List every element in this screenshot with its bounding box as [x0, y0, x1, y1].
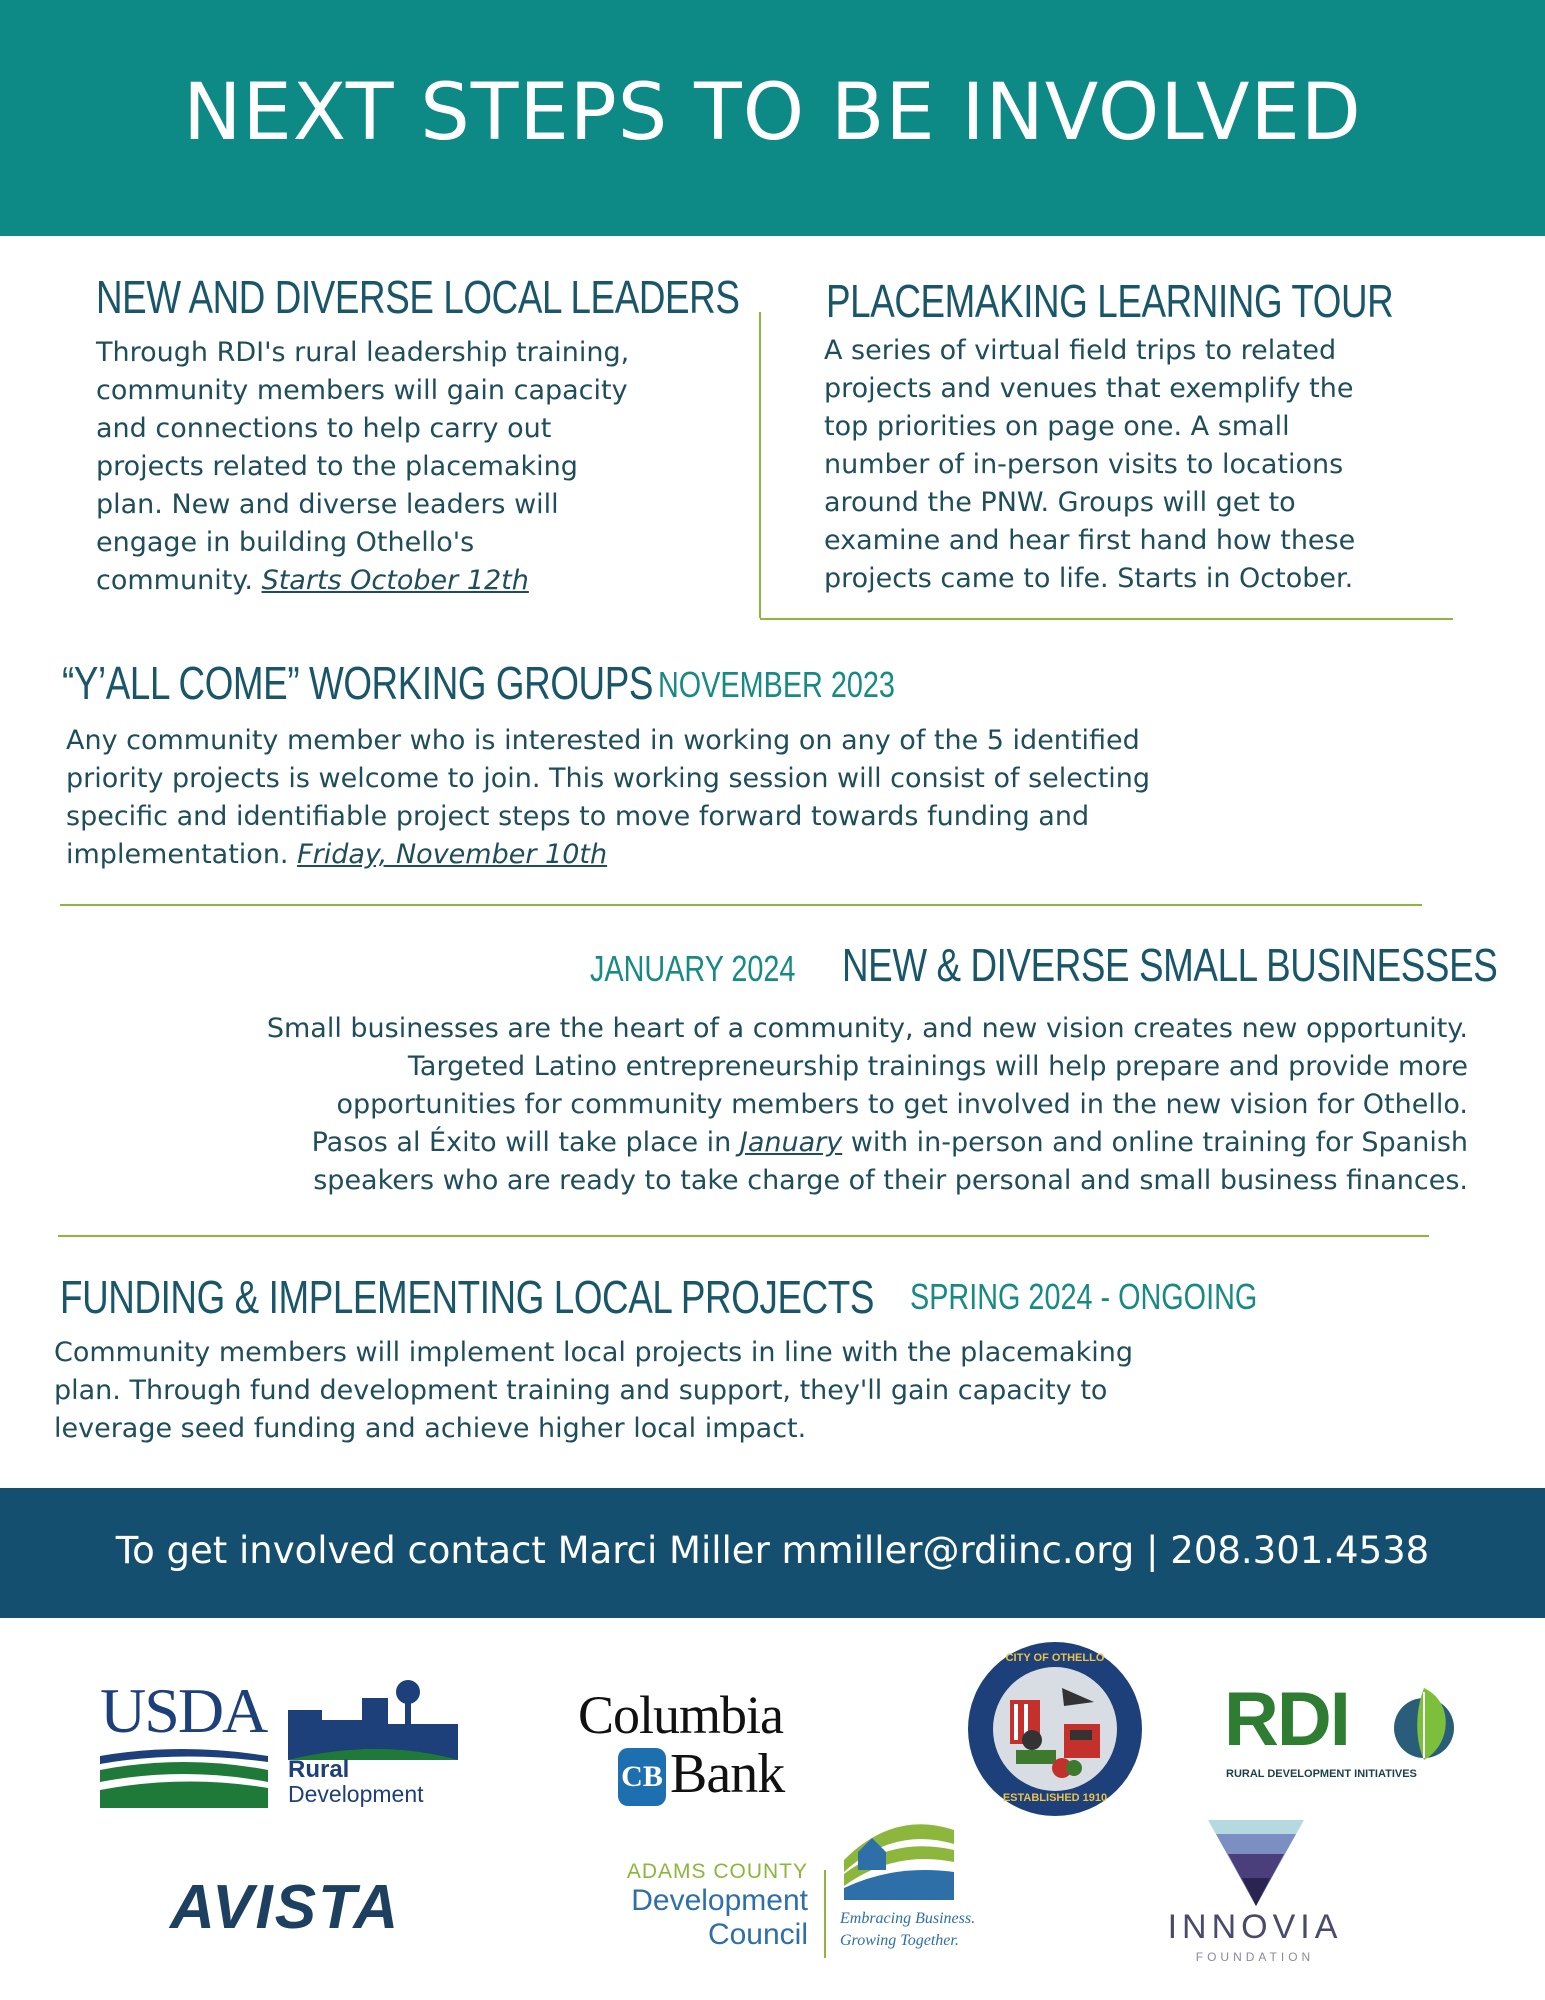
contact-text: To get involved contact Marci Miller mmiller@rdiinc.org | 208.301.4538	[115, 1529, 1430, 1572]
innovia-triangle-icon	[1208, 1820, 1304, 1906]
avista-wordmark: AVISTA	[170, 1873, 401, 1942]
adams-county-logo	[608, 1800, 1008, 1986]
rural-skyline-icon	[288, 1680, 458, 1760]
column-divider	[759, 312, 761, 618]
body-line: opportunities for community members to get involved in the new vision for Othello.	[336, 1089, 1468, 1120]
divider	[60, 904, 1422, 906]
section-date-funding: SPRING 2024 - ONGOING	[910, 1276, 1258, 1317]
section-body-tour	[824, 332, 1464, 598]
columbia-wordmark: Columbia	[578, 1685, 783, 1745]
section-date-businesses: JANUARY 2024	[590, 948, 796, 989]
adams-county-text: ADAMS COUNTY	[626, 1860, 808, 1883]
cb-monogram-icon: CB	[618, 1748, 666, 1806]
body-line	[96, 562, 736, 600]
body-line: plan. Through fund development training and support, they'll gain capacity to	[54, 1375, 1108, 1406]
rdi-tagline: RURAL DEVELOPMENT INITIATIVES	[1226, 1768, 1417, 1780]
tagline-line1: Embracing Business.	[840, 1910, 976, 1927]
innovia-foundation-text: FOUNDATION	[1195, 1950, 1315, 1964]
fields-icon	[844, 1800, 954, 1900]
usda-development-text: Development	[288, 1781, 424, 1807]
leaf-icon	[1392, 1682, 1456, 1766]
body-line: top priorities on page one. A small	[824, 411, 1290, 442]
rdi-wordmark: RDI	[1224, 1677, 1349, 1762]
columbia-bank-logo	[578, 1684, 818, 1814]
seal-bottom-text: ESTABLISHED 1910	[1002, 1792, 1108, 1804]
divider	[58, 1235, 1429, 1237]
body-line: number of in-person visits to locations	[824, 449, 1344, 480]
body-line: priority projects is welcome to join. This working session will consist of selecting	[66, 763, 1151, 794]
section-body-funding	[54, 1334, 1394, 1448]
development-text: Development	[631, 1884, 808, 1917]
body-line: Through RDI's rural leadership training,	[96, 337, 630, 368]
bank-wordmark: Bank	[670, 1743, 785, 1805]
seal-top-text: CITY OF OTHELLO	[1005, 1652, 1105, 1664]
section-title-funding: FUNDING & IMPLEMENTING LOCAL PROJECTS	[60, 1271, 874, 1323]
divider	[760, 618, 1453, 620]
section-title-leaders: NEW AND DIVERSE LOCAL LEADERS	[96, 271, 740, 323]
body-line: Community members will implement local projects in line with the placemaking	[54, 1337, 1133, 1368]
section-date-working-groups: NOVEMBER 2023	[658, 664, 895, 705]
body-line: speakers who are ready to take charge of their personal and small business finances.	[313, 1165, 1468, 1196]
body-line: Any community member who is interested in working on any of the 5 identified	[66, 725, 1140, 756]
body-line: leverage seed funding and achieve higher local impact.	[54, 1413, 807, 1444]
section-title-businesses: NEW & DIVERSE SMALL BUSINESSES	[842, 939, 1498, 991]
body-line: projects came to life. Starts in October.	[824, 563, 1354, 594]
body-text: community.	[96, 565, 262, 596]
body-line: projects and venues that exemplify the	[824, 373, 1354, 404]
body-text: Pasos al Éxito will take place in	[311, 1127, 740, 1158]
body-line: projects related to the placemaking	[96, 451, 578, 482]
body-line: examine and hear first hand how these	[824, 525, 1356, 556]
usda-wordmark: USDA	[100, 1675, 267, 1746]
avista-logo	[170, 1872, 500, 1942]
section-body-leaders	[96, 334, 736, 600]
body-line: community members will gain capacity	[96, 375, 628, 406]
january-link: January	[739, 1127, 843, 1158]
body-line: engage in building Othello's	[96, 527, 475, 558]
body-line	[60, 1124, 1468, 1162]
usda-logo	[100, 1675, 460, 1810]
start-date-link: Starts October 12th	[261, 565, 529, 596]
body-line: Targeted Latino entrepreneurship trainings will help prepare and provide more	[407, 1051, 1468, 1082]
innovia-wordmark: INNOVIA	[1167, 1908, 1343, 1946]
body-line: A series of virtual field trips to related	[824, 335, 1337, 366]
section-title-working-groups: “Y’ALL COME” WORKING GROUPS	[62, 657, 654, 709]
section-body-working-groups	[66, 722, 1406, 874]
body-line: around the PNW. Groups will get to	[824, 487, 1296, 518]
usda-stripes-icon	[100, 1748, 268, 1808]
body-text: implementation.	[66, 839, 298, 870]
body-line: plan. New and diverse leaders will	[96, 489, 559, 520]
city-of-othello-seal	[966, 1640, 1144, 1818]
body-text: with in-person and online training for Spanish	[842, 1127, 1468, 1158]
council-text: Council	[707, 1918, 808, 1951]
body-line: and connections to help carry out	[96, 413, 552, 444]
section-title-tour: PLACEMAKING LEARNING TOUR	[826, 275, 1394, 327]
body-line: Small businesses are the heart of a community, and new vision creates new opportunity.	[266, 1013, 1468, 1044]
logo-divider	[824, 1870, 826, 1958]
page-title: NEXT STEPS TO BE INVOLVED	[183, 68, 1362, 158]
rdi-logo	[1224, 1677, 1464, 1792]
usda-rural-text: Rural	[288, 1756, 350, 1783]
session-date-link: Friday, November 10th	[297, 839, 608, 870]
tagline-line2: Growing Together.	[840, 1932, 959, 1949]
section-body-businesses	[60, 1010, 1468, 1200]
innovia-logo	[1140, 1820, 1370, 1970]
body-line: specific and identifiable project steps to move forward towards funding and	[66, 801, 1090, 832]
body-line	[66, 836, 1406, 874]
